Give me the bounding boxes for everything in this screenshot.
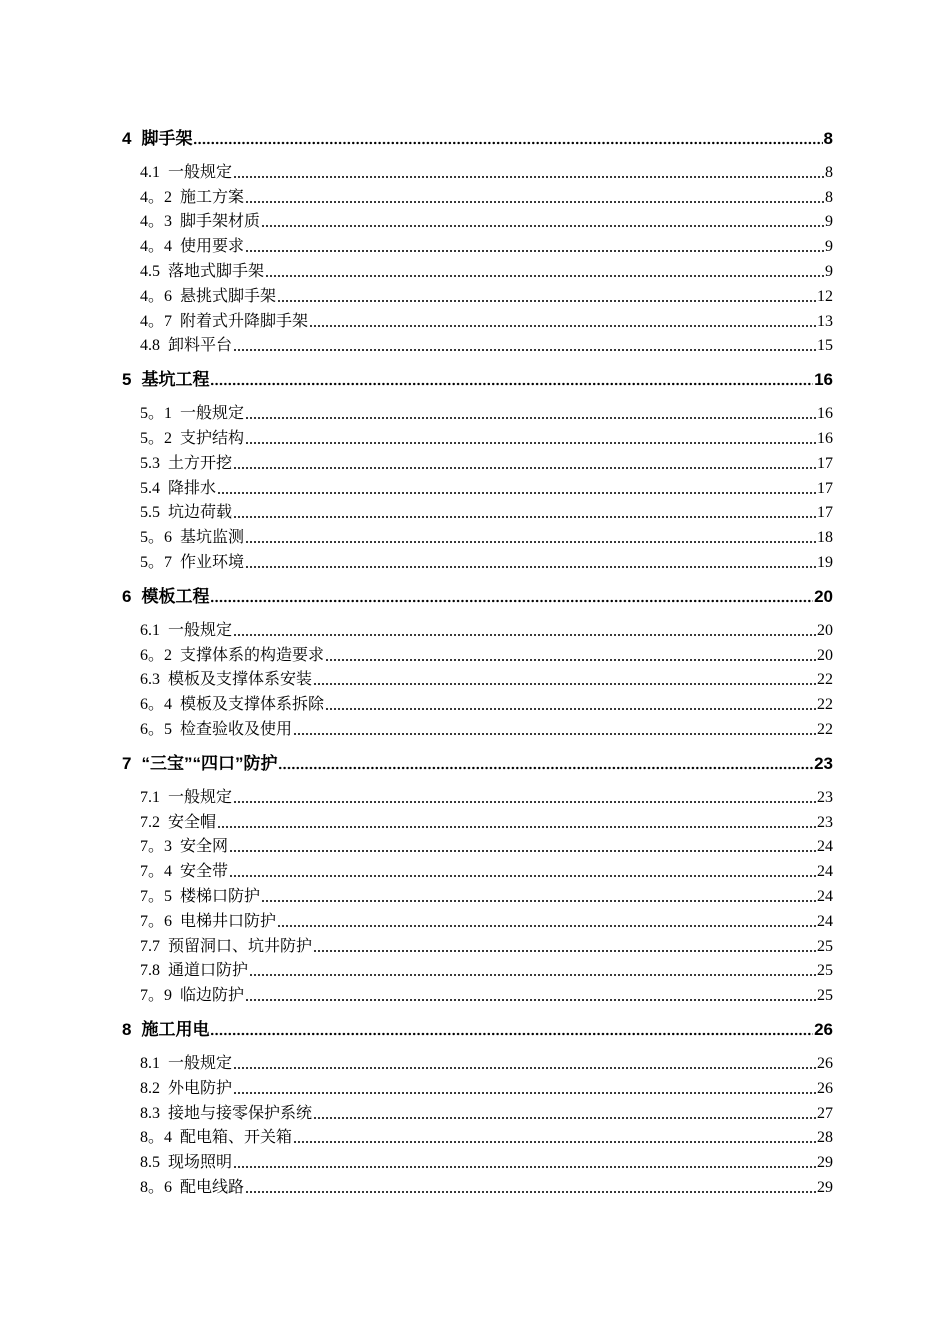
toc-entry[interactable] (122, 208, 833, 233)
dot-leader (245, 540, 816, 544)
chapter-number: 6 (122, 586, 132, 606)
entry-page-number: 22 (817, 696, 833, 714)
toc-entry[interactable] (122, 882, 833, 907)
entry-number: 8.1 (140, 1054, 160, 1072)
toc-entry[interactable] (122, 808, 833, 833)
toc-entry[interactable] (122, 616, 833, 641)
toc-entry[interactable] (122, 957, 833, 982)
chapter-page-number: 23 (814, 753, 833, 773)
dot-leader (233, 348, 816, 352)
entry-title: 一般规定 (180, 405, 245, 423)
chapter-title: “三宝”“四口”防护 (141, 753, 278, 773)
dot-leader (233, 466, 816, 470)
chapter-title: 脚手架 (141, 129, 193, 148)
entry-title: 外电防护 (168, 1079, 233, 1097)
entry-title: 模板及支撑体系拆除 (180, 696, 325, 714)
dot-leader (313, 1116, 816, 1120)
entry-title: 一般规定 (168, 621, 233, 639)
toc-entry[interactable] (122, 932, 833, 957)
toc-entry[interactable] (122, 548, 833, 573)
toc-entry[interactable] (122, 666, 833, 691)
entry-page-number: 25 (817, 937, 833, 955)
entry-page-number: 8 (825, 163, 833, 181)
toc-entry[interactable] (122, 907, 833, 932)
entry-number: 4.5 (140, 262, 160, 280)
entry-title: 降排水 (168, 479, 217, 497)
entry-number: 7。5 (140, 887, 173, 905)
entry-number: 6。2 (140, 646, 173, 664)
dot-leader (313, 949, 816, 953)
entry-page-number: 18 (817, 529, 833, 547)
entry-title: 临边防护 (180, 987, 245, 1005)
entry-title: 一般规定 (168, 1054, 233, 1072)
dot-leader (245, 565, 816, 569)
entry-page-number: 17 (817, 479, 833, 497)
dot-leader (245, 200, 824, 204)
entry-number: 7.8 (140, 962, 160, 980)
entry-page-number: 26 (817, 1079, 833, 1097)
entry-number: 4.1 (140, 163, 160, 181)
chapter-page-number: 20 (814, 586, 833, 606)
chapter-page-number: 16 (814, 370, 833, 390)
entry-number: 7。4 (140, 863, 173, 881)
chapter-number: 7 (122, 753, 132, 773)
toc-entry[interactable] (122, 232, 833, 257)
entry-title: 安全带 (180, 863, 229, 881)
entry-title: 配电箱、开关箱 (180, 1129, 293, 1147)
toc-entry[interactable] (122, 1074, 833, 1099)
dot-leader (293, 1140, 816, 1144)
entry-page-number: 29 (817, 1178, 833, 1196)
entry-number: 4.8 (140, 337, 160, 355)
dot-leader (233, 800, 816, 804)
dot-leader (249, 973, 816, 977)
toc-entry[interactable] (122, 1049, 833, 1074)
chapter-title: 基坑工程 (141, 370, 210, 390)
chapter-number: 8 (122, 1020, 132, 1040)
entry-number: 5。2 (140, 429, 173, 447)
entry-page-number: 9 (825, 238, 833, 256)
entry-number: 4。3 (140, 213, 173, 231)
toc-chapter[interactable] (122, 749, 833, 774)
toc-entry[interactable] (122, 499, 833, 524)
entry-page-number: 17 (817, 504, 833, 522)
dot-leader (245, 998, 816, 1002)
toc-chapter[interactable] (122, 365, 833, 390)
entry-page-number: 29 (817, 1154, 833, 1172)
toc-entry[interactable] (122, 981, 833, 1006)
entry-title: 楼梯口防护 (180, 887, 261, 905)
dot-leader (210, 1032, 813, 1036)
chapter-number: 5 (122, 370, 132, 390)
entry-number: 7.2 (140, 813, 160, 831)
dot-leader (261, 899, 816, 903)
entry-page-number: 24 (817, 912, 833, 930)
chapter-page-number: 26 (814, 1020, 833, 1040)
toc-chapter[interactable] (122, 582, 833, 607)
entry-title: 安全帽 (168, 813, 217, 831)
entry-title: 坑边荷载 (168, 504, 233, 522)
entry-number: 8。6 (140, 1178, 173, 1196)
dot-leader (325, 707, 816, 711)
dot-leader (265, 274, 824, 278)
entry-title: 支护结构 (180, 429, 245, 447)
toc-entry[interactable] (122, 1124, 833, 1149)
entry-number: 4。7 (140, 312, 173, 330)
entry-title: 一般规定 (168, 163, 233, 181)
toc-chapter[interactable] (122, 124, 833, 149)
toc-entry[interactable] (122, 282, 833, 307)
dot-leader (229, 874, 816, 878)
dot-leader (233, 515, 816, 519)
entry-number: 7。9 (140, 987, 173, 1005)
entry-title: 预留洞口、坑井防护 (168, 937, 313, 955)
entry-page-number: 24 (817, 838, 833, 856)
dot-leader (210, 382, 813, 386)
dot-leader (233, 175, 824, 179)
toc-entry[interactable] (122, 641, 833, 666)
entry-number: 7.1 (140, 788, 160, 806)
table-of-contents (122, 124, 833, 1198)
entry-page-number: 8 (825, 188, 833, 206)
entry-number: 4。4 (140, 238, 173, 256)
entry-page-number: 13 (817, 312, 833, 330)
dot-leader (233, 1066, 816, 1070)
entry-title: 基坑监测 (180, 529, 245, 547)
entry-page-number: 23 (817, 788, 833, 806)
toc-entry[interactable] (122, 833, 833, 858)
dot-leader (278, 766, 813, 770)
dot-leader (193, 141, 822, 145)
toc-entry[interactable] (122, 307, 833, 332)
dot-leader (277, 299, 816, 303)
entry-page-number: 20 (817, 621, 833, 639)
toc-entry[interactable] (122, 715, 833, 740)
entry-title: 作业环境 (180, 553, 245, 571)
dot-leader (233, 1091, 816, 1095)
toc-entry[interactable] (122, 523, 833, 548)
entry-number: 5。7 (140, 553, 173, 571)
dot-leader (245, 249, 824, 253)
entry-title: 使用要求 (180, 238, 245, 256)
dot-leader (261, 224, 824, 228)
toc-entry[interactable] (122, 332, 833, 357)
dot-leader (217, 825, 816, 829)
entry-number: 8。4 (140, 1129, 173, 1147)
entry-page-number: 12 (817, 287, 833, 305)
entry-page-number: 28 (817, 1129, 833, 1147)
entry-title: 脚手架材质 (180, 213, 261, 231)
entry-page-number: 25 (817, 987, 833, 1005)
entry-title: 通道口防护 (168, 962, 249, 980)
entry-title: 支撑体系的构造要求 (180, 646, 325, 664)
dot-leader (313, 682, 816, 686)
dot-leader (229, 849, 816, 853)
entry-title: 落地式脚手架 (168, 262, 265, 280)
entry-page-number: 24 (817, 887, 833, 905)
entry-number: 7。6 (140, 912, 173, 930)
entry-page-number: 22 (817, 671, 833, 689)
entry-number: 5。1 (140, 405, 173, 423)
entry-page-number: 22 (817, 720, 833, 738)
entry-title: 电梯井口防护 (180, 912, 277, 930)
entry-title: 悬挑式脚手架 (180, 287, 277, 305)
toc-chapter[interactable] (122, 1015, 833, 1040)
entry-title: 现场照明 (168, 1154, 233, 1172)
dot-leader (245, 1190, 816, 1194)
entry-page-number: 9 (825, 262, 833, 280)
entry-number: 6.3 (140, 671, 160, 689)
entry-page-number: 16 (817, 405, 833, 423)
entry-number: 8.5 (140, 1154, 160, 1172)
entry-number: 4。6 (140, 287, 173, 305)
toc-entry[interactable] (122, 857, 833, 882)
dot-leader (217, 491, 816, 495)
entry-title: 一般规定 (168, 788, 233, 806)
toc-entry[interactable] (122, 474, 833, 499)
entry-number: 8.2 (140, 1079, 160, 1097)
chapter-title: 模板工程 (141, 586, 210, 606)
entry-page-number: 15 (817, 337, 833, 355)
entry-number: 5。6 (140, 529, 173, 547)
toc-entry[interactable] (122, 158, 833, 183)
dot-leader (233, 1165, 816, 1169)
entry-page-number: 20 (817, 646, 833, 664)
entry-title: 附着式升降脚手架 (180, 312, 309, 330)
entry-title: 接地与接零保护系统 (168, 1104, 313, 1122)
entry-number: 7。3 (140, 838, 173, 856)
toc-entry[interactable] (122, 1099, 833, 1124)
dot-leader (325, 658, 816, 662)
entry-number: 6。5 (140, 720, 173, 738)
entry-title: 卸料平台 (168, 337, 233, 355)
entry-title: 检查验收及使用 (180, 720, 293, 738)
entry-page-number: 27 (817, 1104, 833, 1122)
entry-number: 4。2 (140, 188, 173, 206)
dot-leader (233, 633, 816, 637)
chapter-title: 施工用电 (141, 1020, 210, 1040)
entry-page-number: 17 (817, 454, 833, 472)
entry-page-number: 25 (817, 962, 833, 980)
entry-title: 土方开挖 (168, 454, 233, 472)
entry-number: 5.4 (140, 479, 160, 497)
toc-entry[interactable] (122, 183, 833, 208)
toc-entry[interactable] (122, 399, 833, 424)
chapter-page-number: 8 (823, 129, 833, 148)
entry-title: 配电线路 (180, 1178, 245, 1196)
entry-number: 6.1 (140, 621, 160, 639)
toc-entry[interactable] (122, 449, 833, 474)
toc-entry[interactable] (122, 783, 833, 808)
entry-number: 8.3 (140, 1104, 160, 1122)
entry-page-number: 9 (825, 213, 833, 231)
toc-entry[interactable] (122, 1173, 833, 1198)
entry-page-number: 24 (817, 863, 833, 881)
toc-entry[interactable] (122, 690, 833, 715)
entry-page-number: 19 (817, 553, 833, 571)
entry-title: 安全网 (180, 838, 229, 856)
entry-page-number: 16 (817, 429, 833, 447)
toc-entry[interactable] (122, 257, 833, 282)
toc-entry[interactable] (122, 1148, 833, 1173)
entry-title: 施工方案 (180, 188, 245, 206)
dot-leader (245, 416, 816, 420)
entry-title: 模板及支撑体系安装 (168, 671, 313, 689)
entry-number: 7.7 (140, 937, 160, 955)
chapter-number: 4 (122, 129, 132, 148)
entry-number: 5.5 (140, 504, 160, 522)
dot-leader (293, 732, 816, 736)
entry-number: 6。4 (140, 696, 173, 714)
toc-entry[interactable] (122, 424, 833, 449)
dot-leader (245, 441, 816, 445)
entry-page-number: 23 (817, 813, 833, 831)
dot-leader (210, 599, 813, 603)
entry-number: 5.3 (140, 454, 160, 472)
dot-leader (277, 924, 816, 928)
entry-page-number: 26 (817, 1054, 833, 1072)
dot-leader (309, 324, 816, 328)
